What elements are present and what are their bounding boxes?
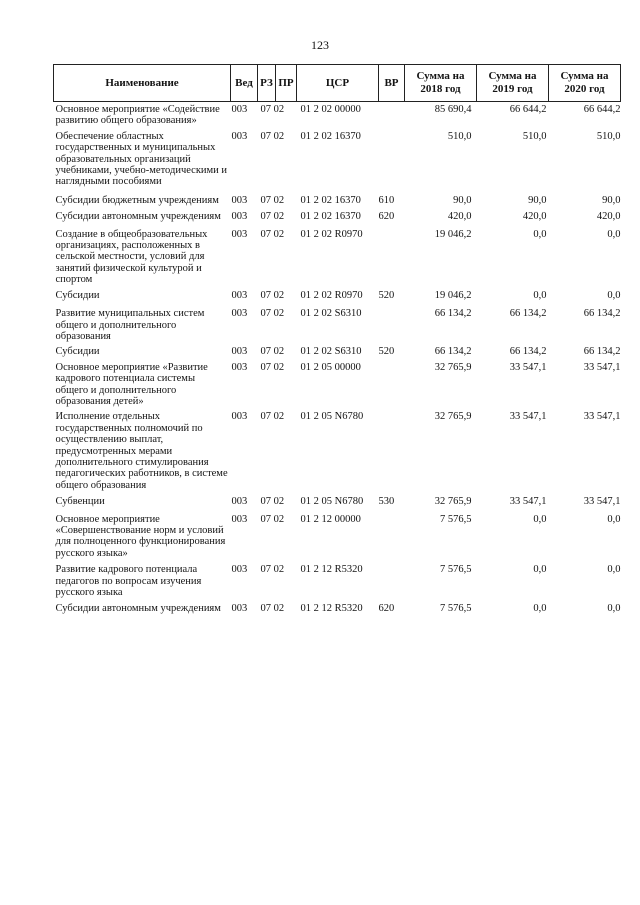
row-rz-pr: 07 02 xyxy=(260,228,285,240)
row-vr xyxy=(379,508,405,560)
row-vr: 620 xyxy=(378,211,395,223)
header-sum-2020: Сумма на 2020 год xyxy=(549,65,621,102)
header-name: Наименование xyxy=(54,65,231,102)
table-row xyxy=(54,223,621,286)
table-row xyxy=(54,559,621,598)
row-ved: 003 xyxy=(231,603,248,615)
row-rz-pr: 07 02 xyxy=(260,211,285,223)
row-vr xyxy=(379,358,405,408)
table-row xyxy=(54,188,621,206)
row-ved: 003 xyxy=(231,496,248,508)
row-sum-2019: 33 547,1 xyxy=(509,361,547,373)
row-sum-2018: 510,0 xyxy=(447,130,472,142)
row-sum-2019: 0,0 xyxy=(533,513,547,525)
row-name: Субсидии автономным учреждениям xyxy=(55,603,221,615)
header-vr: ВР xyxy=(379,65,405,102)
row-sum-2019: 33 547,1 xyxy=(509,411,547,423)
row-name: Развитие муниципальных систем общего и дополнительного образования xyxy=(55,308,205,342)
row-sum-2019: 0,0 xyxy=(533,289,547,301)
row-sum-2018: 7 576,5 xyxy=(440,564,472,576)
row-vr: 610 xyxy=(378,194,395,206)
row-name: Развитие кадрового потенциала педагогов по вопросам изучения русского языка xyxy=(55,564,202,599)
row-name: Основное мероприятие «Совершенствование норм и условий для полноценного функционирования русского языка» xyxy=(55,513,226,559)
row-rz-pr: 07 02 xyxy=(260,308,285,320)
row-sum-2019: 420,0 xyxy=(522,211,547,223)
row-sum-2018: 7 576,5 xyxy=(440,603,472,615)
row-csr: 01 2 02 16370 xyxy=(300,194,361,206)
row-rz-pr: 07 02 xyxy=(260,361,285,373)
row-csr: 01 2 05 N6780 xyxy=(300,411,364,423)
table-row xyxy=(54,206,621,222)
row-sum-2019: 0,0 xyxy=(533,564,547,576)
table-row xyxy=(54,598,621,614)
row-ved: 003 xyxy=(231,289,248,301)
row-rz-pr: 07 02 xyxy=(260,130,285,142)
row-sum-2018: 32 765,9 xyxy=(434,411,472,423)
row-csr: 01 2 02 R0970 xyxy=(300,289,363,301)
row-name: Обеспечение областных государственных и муниципальных образовательных организаций учебниками, учебно-методическими и наглядными пособиями xyxy=(55,130,228,188)
row-csr: 01 2 05 N6780 xyxy=(300,496,364,508)
row-name: Основное мероприятие «Развитие кадрового потенциала системы общего и дополнительного образования детей» xyxy=(55,361,208,407)
row-csr: 01 2 12 R5320 xyxy=(300,564,363,576)
row-ved: 003 xyxy=(231,513,248,525)
row-ved: 003 xyxy=(231,411,248,423)
row-vr xyxy=(379,223,405,286)
row-sum-2020: 66 644,2 xyxy=(583,104,621,115)
row-vr xyxy=(379,127,405,188)
row-sum-2020: 66 134,2 xyxy=(583,308,621,320)
row-sum-2019: 510,0 xyxy=(522,130,547,142)
row-rz-pr: 07 02 xyxy=(260,346,285,358)
row-sum-2020: 0,0 xyxy=(607,513,621,525)
row-sum-2018: 19 046,2 xyxy=(434,228,472,240)
header-sum-2018: Сумма на 2018 год xyxy=(405,65,477,102)
row-name: Создание в общеобразовательных организациях, расположенных в сельской местности, условий для занятий физической культурой и спортом xyxy=(55,228,208,286)
header-rz: РЗ xyxy=(258,65,276,102)
row-sum-2018: 85 690,4 xyxy=(434,104,472,115)
table-header-row xyxy=(54,65,621,102)
row-ved: 003 xyxy=(231,194,248,206)
row-sum-2018: 7 576,5 xyxy=(440,513,472,525)
row-vr: 520 xyxy=(378,289,395,301)
row-rz-pr: 07 02 xyxy=(260,104,285,115)
row-vr xyxy=(379,301,405,342)
row-ved: 003 xyxy=(231,308,248,320)
row-vr: 520 xyxy=(378,346,395,358)
row-rz-pr: 07 02 xyxy=(260,496,285,508)
row-csr: 01 2 02 S6310 xyxy=(300,308,362,320)
row-csr: 01 2 02 00000 xyxy=(300,104,361,115)
row-ved: 003 xyxy=(231,228,248,240)
row-sum-2020: 33 547,1 xyxy=(583,411,621,423)
table-row xyxy=(54,342,621,357)
row-sum-2018: 32 765,9 xyxy=(434,361,472,373)
page-number: 123 xyxy=(311,38,329,52)
row-ved: 003 xyxy=(231,346,248,358)
table-row xyxy=(54,407,621,491)
row-csr: 01 2 05 00000 xyxy=(300,361,361,373)
row-name: Субвенции xyxy=(55,496,105,508)
row-ved: 003 xyxy=(231,104,248,115)
row-sum-2020: 0,0 xyxy=(607,289,621,301)
row-name: Субсидии xyxy=(55,346,100,358)
row-rz-pr: 07 02 xyxy=(260,411,285,423)
row-vr xyxy=(379,407,405,491)
budget-table xyxy=(53,64,621,615)
header-sum-2019: Сумма на 2019 год xyxy=(477,65,549,102)
row-csr: 01 2 02 16370 xyxy=(300,130,361,142)
table-row xyxy=(54,491,621,507)
row-sum-2018: 90,0 xyxy=(453,194,472,206)
header-pr: ПР xyxy=(276,65,297,102)
row-sum-2019: 33 547,1 xyxy=(509,496,547,508)
row-rz-pr: 07 02 xyxy=(260,564,285,576)
row-sum-2019: 66 134,2 xyxy=(509,346,547,358)
table-row xyxy=(54,358,621,408)
row-vr: 530 xyxy=(378,496,395,508)
row-sum-2020: 0,0 xyxy=(607,228,621,240)
row-ved: 003 xyxy=(231,211,248,223)
row-sum-2019: 90,0 xyxy=(528,194,547,206)
table-row xyxy=(54,301,621,342)
row-sum-2020: 0,0 xyxy=(607,564,621,576)
row-sum-2018: 19 046,2 xyxy=(434,289,472,301)
row-vr: 620 xyxy=(378,603,395,615)
row-rz-pr: 07 02 xyxy=(260,513,285,525)
row-vr xyxy=(379,559,405,598)
row-sum-2018: 420,0 xyxy=(447,211,472,223)
row-csr: 01 2 02 R0970 xyxy=(300,228,363,240)
row-ved: 003 xyxy=(231,130,248,142)
row-ved: 003 xyxy=(231,564,248,576)
row-sum-2020: 510,0 xyxy=(596,130,621,142)
header-ved: Вед xyxy=(231,65,258,102)
row-csr: 01 2 12 00000 xyxy=(300,513,361,525)
table-row xyxy=(54,102,621,127)
row-sum-2019: 66 134,2 xyxy=(509,308,547,320)
row-ved: 003 xyxy=(231,361,248,373)
row-sum-2019: 66 644,2 xyxy=(509,104,547,115)
row-sum-2019: 0,0 xyxy=(533,228,547,240)
row-sum-2018: 66 134,2 xyxy=(434,346,472,358)
row-sum-2020: 90,0 xyxy=(602,194,621,206)
row-sum-2020: 33 547,1 xyxy=(583,496,621,508)
row-name: Субсидии автономным учреждениям xyxy=(55,211,221,223)
row-rz-pr: 07 02 xyxy=(260,603,285,615)
row-name: Субсидии бюджетным учреждениям xyxy=(55,194,219,206)
header-csr: ЦСР xyxy=(297,65,379,102)
row-sum-2020: 420,0 xyxy=(596,211,621,223)
table-row xyxy=(54,127,621,188)
row-vr xyxy=(379,102,405,127)
row-rz-pr: 07 02 xyxy=(260,194,285,206)
row-sum-2020: 66 134,2 xyxy=(583,346,621,358)
row-name: Исполнение отдельных государственных полномочий по осуществлению выплат, предусмотренных мерами дополнительного стимулирования педагогических работников, в системе общего образования xyxy=(55,411,228,491)
row-sum-2020: 33 547,1 xyxy=(583,361,621,373)
row-sum-2018: 66 134,2 xyxy=(434,308,472,320)
row-sum-2019: 0,0 xyxy=(533,603,547,615)
row-rz-pr: 07 02 xyxy=(260,289,285,301)
row-sum-2020: 0,0 xyxy=(607,603,621,615)
row-csr: 01 2 12 R5320 xyxy=(300,603,363,615)
row-name: Основное мероприятие «Содействие развитию общего образования» xyxy=(55,104,220,127)
table-row xyxy=(54,508,621,560)
table-row xyxy=(54,286,621,301)
row-csr: 01 2 02 S6310 xyxy=(300,346,362,358)
row-name: Субсидии xyxy=(55,289,100,301)
row-csr: 01 2 02 16370 xyxy=(300,211,361,223)
row-sum-2018: 32 765,9 xyxy=(434,496,472,508)
